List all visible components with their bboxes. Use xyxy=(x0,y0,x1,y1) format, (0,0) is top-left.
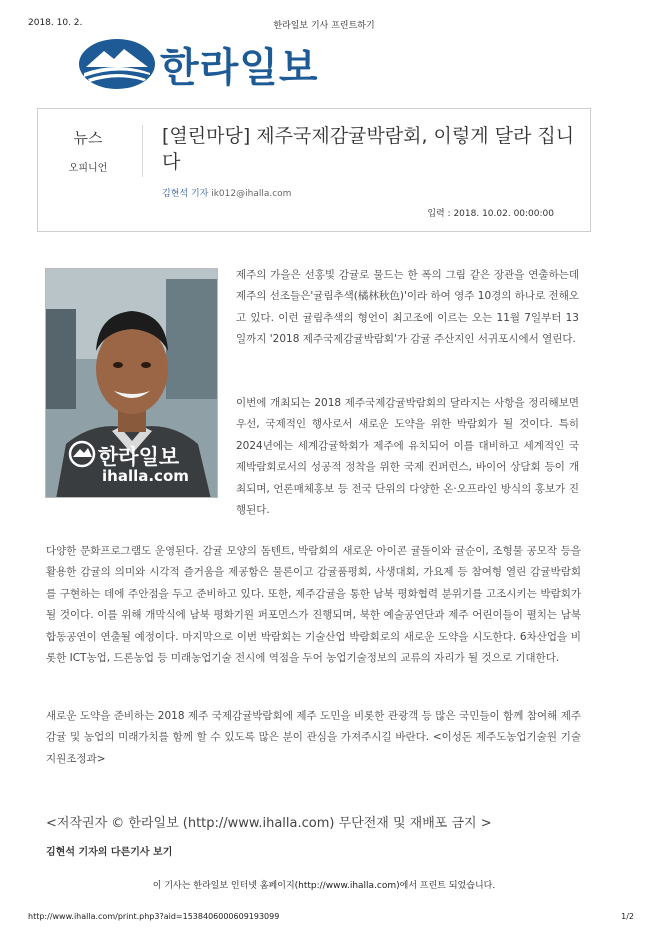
print-source-note: 이 기사는 한라일보 인터넷 홈페이지(http://www.ihalla.com)에서 프린트 되었습니다. xyxy=(152,881,496,891)
halla-mountain-logo-icon xyxy=(78,37,156,91)
published-date: 입력 : 2018. 10.02. 00:00:00 xyxy=(427,209,554,219)
byline-email[interactable]: ik012@ihalla.com xyxy=(211,189,292,199)
logo-wordmark: 한라일보 xyxy=(160,44,319,91)
photo-watermark-domain: ihalla.com xyxy=(102,467,189,485)
print-title: 한라일보 기사 프린트하기 xyxy=(273,21,375,31)
article-paragraph: 제주의 가을은 선홍빛 감귤로 물드는 한 폭의 그림 같은 장관을 연출하는데 제주의 선조들은'귤림추색(橘林秋色)'이라 하여 영주 10경의 하나로 전해오고 있다. 이런 귤림추색의 형언이 최고조에 이르는 오는 11월 7일부터 13일까지 '2018 제주국제감귤박람회'가 감귤 주산지인 서귀포시에서 열린다. xyxy=(236,269,579,346)
article-paragraph: 새로운 도약을 준비하는 2018 제주 국제감귤박람회에 제주 도민을 비롯한 관광객 등 많은 국민들이 함께 참여해 제주 감귤 및 농업의 미래가치를 함께 할 수 있도록 많은 분이 관심을 가져주시길 바란다. <이성돈 제주도농업기술원 기술지원조정과> xyxy=(46,710,581,765)
section-category[interactable]: 뉴스 xyxy=(73,129,103,147)
print-page-number: 1/2 xyxy=(621,912,634,921)
newspaper-logo[interactable] xyxy=(78,36,319,92)
photo-watermark: 한라일보 xyxy=(98,445,180,469)
article-paragraph: 다양한 문화프로그램도 운영된다. 감귤 모양의 돔텐트, 박람회의 새로운 아이콘 귤돌이와 귤순이, 조형물 공모작 등을 활용한 감귤의 의미와 시각적 즐거움을 제공함은 물론이고 감귤품평회, 사생대회, 가요제 등 참여형 열린 감귤박람회를 구현하는 데에 주안점을 두고 준비하고 있다. 또한, 제주감귤을 통한 남북 평화협력 분위기를 고조시키는 박람회가 될 것이다. 이를 위해 개막식에 남북 평화기원 퍼포먼스가 진행되며, 북한 예술공연단과 제주 어린이들이 펼치는 남북 합동공연이 연출될 예정이다. 마지막으로 이번 박람회는 기술산업 박람회로의 새로운 도약을 시도한다. 6차산업을 비롯한 ICT농업, 드론농업 등 미래농업기술 전시에 역점을 두어 농업기술정보의 교류의 자리가 될 것으로 기대한다. xyxy=(46,545,581,665)
print-date: 2018. 10. 2. xyxy=(28,18,83,28)
header-divider xyxy=(142,125,143,177)
article-paragraph: 이번에 개최되는 2018 제주국제감귤박람회의 달라지는 사항을 정리해보면 우선, 국제적인 행사로서 새로운 도약을 위한 박람회가 될 것이다. 특히 2024년에는 세계감귤학회가 제주에 유치되어 이를 대비하고 세계적인 국제박람회로서의 성공적 정착을 위한 국제 컨퍼런스, 바이어 상담회 등이 개최되며, 언론매체홍보 등 전국 단위의 다양한 온·오프라인 방식의 홍보가 진행된다. xyxy=(236,397,579,517)
copyright-notice: <저작권자 © 한라일보 (http://www.ihalla.com) 무단전재 및 재배포 금지 > xyxy=(46,816,492,831)
more-articles-link[interactable]: 김현석 기자의 다른기사 보기 xyxy=(46,847,173,858)
section-subcategory[interactable]: 오피니언 xyxy=(68,163,108,174)
byline-reporter[interactable]: 김현석 기자 xyxy=(162,189,209,199)
print-url: http://www.ihalla.com/print.php3?aid=1538406000609193099 xyxy=(28,912,280,921)
article-header xyxy=(37,108,591,232)
article-byline xyxy=(162,186,291,199)
article-headline: [열린마당] 제주국제감귤박람회, 이렇게 달라 집니다 xyxy=(162,125,575,173)
author-photo xyxy=(45,268,218,498)
